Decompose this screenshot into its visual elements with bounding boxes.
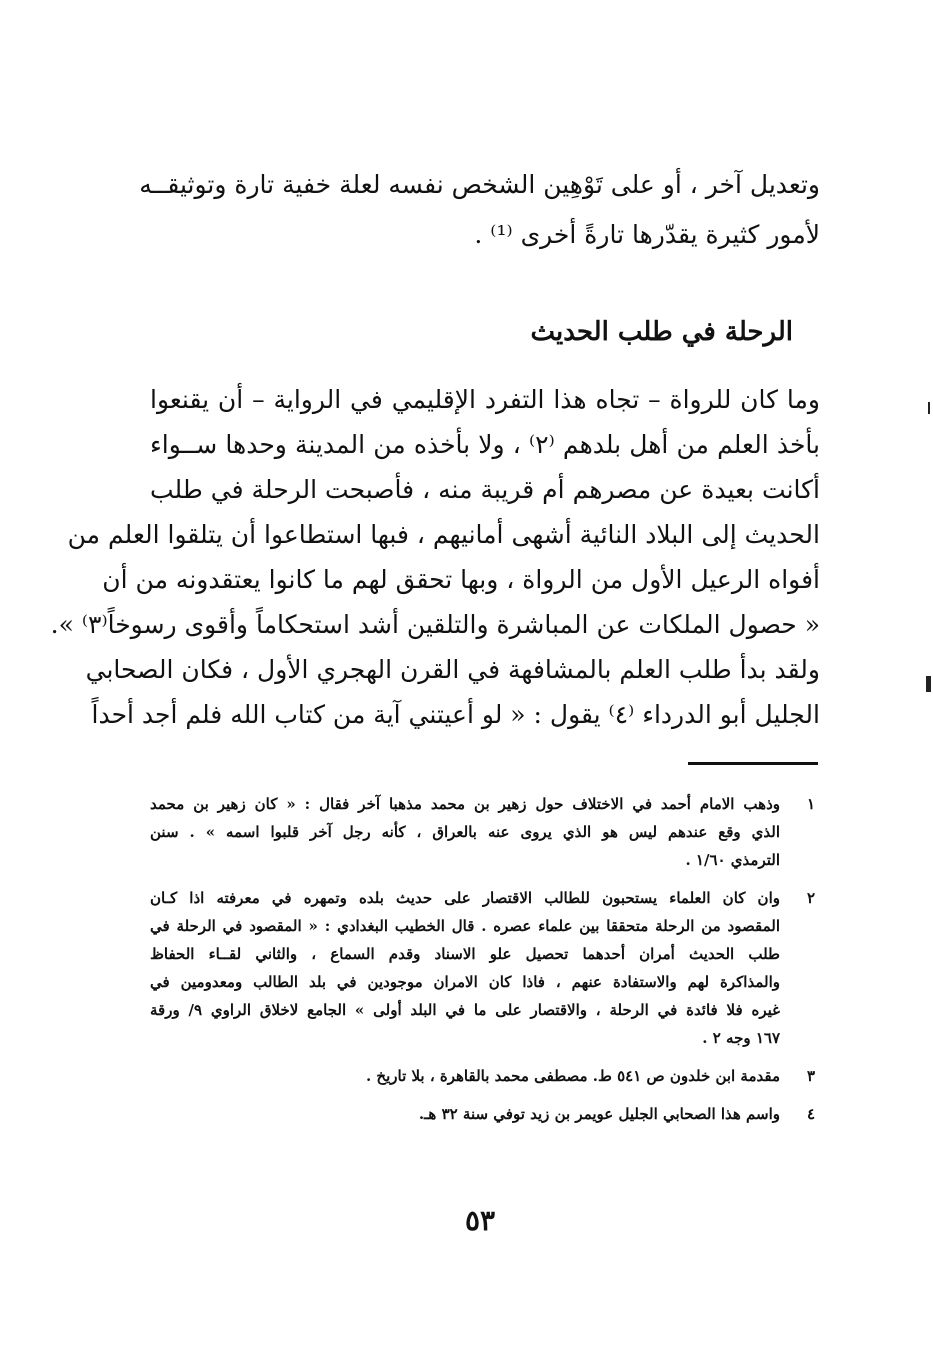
- body-line: بأخذ العلم من أهل بلدهم ⁽٢⁾ ، ولا بأخذه من المدينة وحدها ســواء: [150, 430, 820, 459]
- body-paragraph: [50, 377, 820, 737]
- footnote-item: [150, 1062, 820, 1090]
- body-line: الجليل أبو الدرداء ⁽٤⁾ يقول : « لو أعيتني آية من كتاب الله فلم أجد أحداً: [91, 700, 820, 729]
- footnote-line: الذي وقع عندهم ليس هو الذي يروى عنه بالعراق ، كأنه رجل آخر قلبوا اسمه » . سنن: [150, 823, 780, 841]
- footnote-line: مقدمة ابن خلدون ص ٥٤١ ط. مصطفى محمد بالقاهرة ، بلا تاريخ .: [365, 1067, 780, 1085]
- section-heading: الرحلة في طلب الحديث: [530, 317, 793, 347]
- body-line: أفواه الرعيل الأول من الرواة ، وبها تحقق لهم ما كانوا يعتقدونه من أن: [102, 565, 820, 594]
- footnote-line: ١٦٧ وجه ٢ .: [702, 1029, 780, 1047]
- footnote-line: الترمذي ١/٦٠ .: [685, 851, 780, 869]
- footnote-line: طلب الحديث أمران أحدهما تحصيل علو الاسناد وقدم السماع ، والثاني لقــاء الحفاظ: [150, 945, 780, 963]
- footnote-line: وان كان العلماء يستحبون للطالب الاقتصار على حديث بلده وتمهره في معرفته اذا كـان: [150, 889, 780, 907]
- footnote-number: ١: [806, 795, 816, 813]
- footnote-item: [150, 884, 820, 1052]
- footnote-line: والمذاكرة لهم والاستفادة عنهم ، فاذا كان الامران موجودين في بلد الطالب ومعدومين في: [150, 973, 780, 991]
- body-line: وما كان للرواة – تجاه هذا التفرد الإقليمي في الرواية – أن يقنعوا: [150, 385, 820, 414]
- footnote-item: [150, 1100, 820, 1128]
- body-line: ولقد بدأ طلب العلم بالمشافهة في القرن الهجري الأول ، فكان الصحابي: [85, 655, 820, 684]
- footnote-item: [150, 790, 820, 874]
- body-line: أكانت بعيدة عن مصرهم أم قريبة منه ، فأصبحت الرحلة في طلب: [150, 475, 820, 504]
- margin-mark: [928, 402, 930, 414]
- intro-line: لأمور كثيرة يقدّرها تارةً أخرى ⁽¹⁾ .: [474, 220, 820, 249]
- footnote-divider: [688, 762, 818, 765]
- footnote-line: واسم هذا الصحابي الجليل عويمر بن زيد توفي سنة ٣٢ هـ.: [418, 1105, 780, 1123]
- body-line: الحديث إلى البلاد النائية أشهى أمانيهم ، فبها استطاعوا أن يتلقوا العلم من: [67, 520, 820, 549]
- intro-line: وتعديل آخر ، أو على تَوْهِين الشخص نفسه لعلة خفية تارة وتوثيقــه: [139, 170, 820, 199]
- footnote-line: غيره فلا فائدة في الرحلة ، والاقتصار على ما في البلد أولى » الجامع لاخلاق الراوي ٩/ ورقة: [150, 1001, 780, 1019]
- margin-mark: [926, 676, 931, 692]
- intro-paragraph: [139, 160, 820, 260]
- footnote-number: ٤: [806, 1105, 816, 1123]
- page-number: ٥٣: [464, 1204, 496, 1237]
- footnote-number: ٣: [806, 1067, 816, 1085]
- footnotes: [150, 790, 820, 1138]
- footnote-number: ٢: [806, 889, 816, 907]
- body-line: « حصول الملكات عن المباشرة والتلقين أشد استحكاماً وأقوى رسوخاً⁽٣⁾ ».: [50, 610, 820, 639]
- footnote-line: المقصود من الرحلة متحققا بين علماء عصره . قال الخطيب البغدادي : « المقصود في الرحلة في: [150, 917, 780, 935]
- footnote-line: وذهب الامام أحمد في الاختلاف حول زهير بن محمد مذهبا آخر فقال : « كان زهير بن محمد: [150, 795, 780, 813]
